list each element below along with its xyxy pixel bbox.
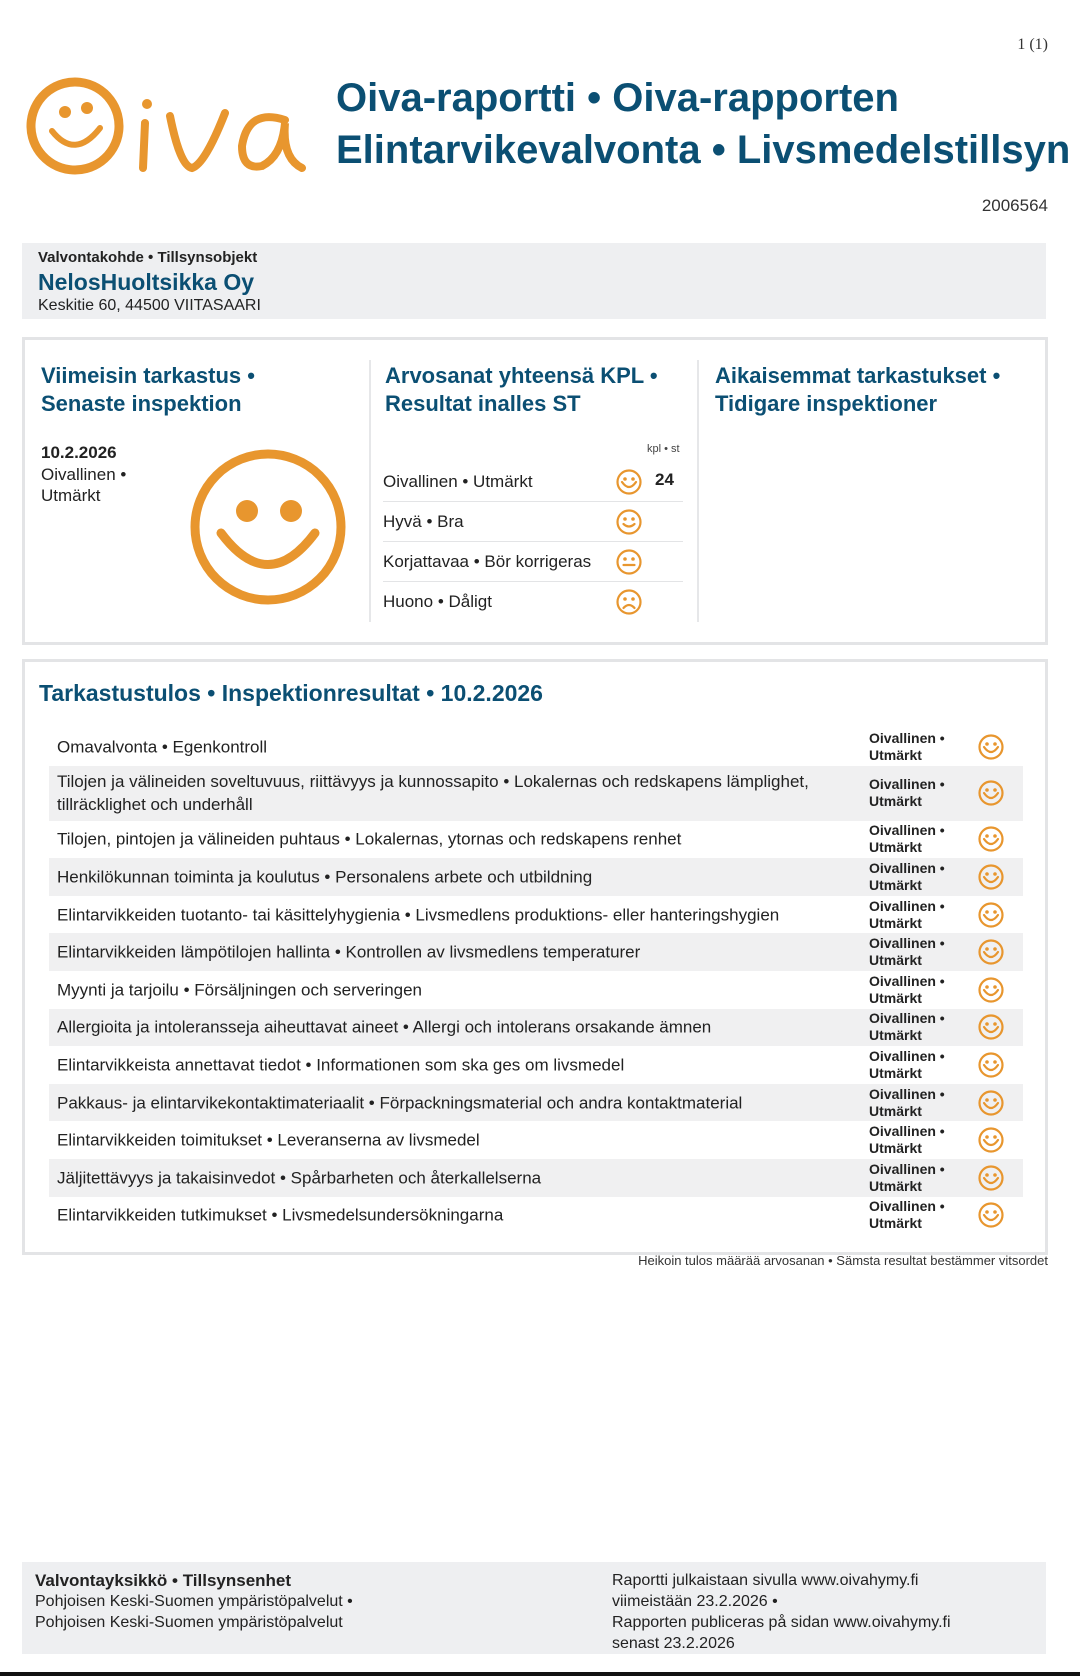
target-panel xyxy=(22,243,1046,319)
supervision-unit-line: Pohjoisen Keski-Suomen ympäristöpalvelut • xyxy=(35,1593,353,1610)
result-row xyxy=(49,858,1023,896)
summary-box xyxy=(22,337,1048,645)
result-row xyxy=(49,1009,1023,1047)
result-row-grade: Oivallinen • Utmärkt xyxy=(869,1123,945,1157)
supervision-unit-line: Pohjoisen Keski-Suomen ympäristöpalvelut xyxy=(35,1614,343,1631)
grade-label: Huono • Dåligt xyxy=(383,592,492,611)
bottom-rule xyxy=(0,1672,1080,1676)
grade-total-row xyxy=(383,542,683,582)
excellent-smiley-icon xyxy=(977,733,1005,761)
target-address: Keskitie 60, 44500 VIITASAARI xyxy=(38,297,261,314)
column-divider xyxy=(369,360,371,622)
excellent-smiley-icon xyxy=(977,863,1005,891)
result-row-grade: Oivallinen • Utmärkt xyxy=(869,935,945,969)
result-row-grade: Oivallinen • Utmärkt xyxy=(869,859,945,893)
result-row-grade: Oivallinen • Utmärkt xyxy=(869,822,945,856)
result-row-label: Tilojen ja välineiden soveltuvuus, riittävyys ja kunnossapito • Lokalernas och redskapens lämplighet, tillräcklighet och underhåll xyxy=(57,772,809,815)
excellent-smiley-icon xyxy=(977,825,1005,853)
sad-face-icon xyxy=(615,588,643,616)
latest-inspection-date: 10.2.2026 xyxy=(41,443,117,462)
grade-total-row xyxy=(383,462,683,502)
result-row-label: Elintarvikkeiden lämpötilojen hallinta • Kontrollen av livsmedlens temperaturer xyxy=(57,942,641,962)
result-row xyxy=(49,821,1023,859)
result-row-grade: Oivallinen • Utmärkt xyxy=(869,776,945,810)
excellent-smiley-icon xyxy=(977,779,1005,807)
excellent-smiley-icon xyxy=(977,1126,1005,1154)
grade-label: Korjattavaa • Bör korrigeras xyxy=(383,552,592,571)
page-number: 1 (1) xyxy=(1017,36,1048,53)
grade-count: 24 xyxy=(655,470,674,489)
target-name: NelosHuoltsikka Oy xyxy=(38,269,255,295)
excellent-smiley-icon xyxy=(977,1051,1005,1079)
supervision-unit-heading: Valvontayksikkö • Tillsynsenhet xyxy=(35,1571,292,1590)
grade-total-row xyxy=(383,502,683,542)
neutral-face-icon xyxy=(615,548,643,576)
report-id: 2006564 xyxy=(981,196,1048,215)
target-label: Valvontakohde • Tillsynsobjekt xyxy=(38,249,258,266)
grading-note: Heikoin tulos määrää arvosanan • Sämsta resultat bestämmer vitsordet xyxy=(638,1253,1048,1268)
excellent-smiley-icon xyxy=(977,938,1005,966)
good-smiley-icon xyxy=(615,508,643,536)
footer-panel xyxy=(22,1562,1046,1654)
result-row-label: Pakkaus- ja elintarvikekontaktimateriaalit • Förpackningsmaterial och andra kontaktmaterial xyxy=(57,1093,743,1113)
results-table xyxy=(49,728,1023,1234)
result-row-label: Tilojen, pintojen ja välineiden puhtaus • Lokalernas, ytornas och redskapens renhet xyxy=(57,829,682,849)
excellent-smiley-icon xyxy=(977,1013,1005,1041)
result-row-label: Elintarvikkeiden toimitukset • Leveranserna av livsmedel xyxy=(57,1130,480,1150)
result-row xyxy=(49,728,1023,766)
result-row-grade: Oivallinen • Utmärkt xyxy=(869,897,945,931)
result-row xyxy=(49,1046,1023,1084)
result-row-grade: Oivallinen • Utmärkt xyxy=(869,972,945,1006)
latest-inspection-grade: Oivallinen • Utmärkt xyxy=(41,465,127,505)
result-row xyxy=(49,896,1023,934)
result-row-grade: Oivallinen • Utmärkt xyxy=(869,1085,945,1119)
result-row-label: Elintarvikkeiden tutkimukset • Livsmedelsundersökningarna xyxy=(57,1205,504,1225)
result-row xyxy=(49,1197,1023,1235)
result-row-label: Allergioita ja intoleransseja aiheuttavat aineet • Allergi och intolerans orsakande ämnen xyxy=(57,1017,712,1037)
excellent-smiley-icon xyxy=(977,901,1005,929)
excellent-smiley-icon xyxy=(615,468,643,496)
result-row-label: Jäljitettävyys ja takaisinvedot • Spårbarheten och återkallelserna xyxy=(57,1168,542,1188)
previous-inspections-heading: Aikaisemmat tarkastukset • Tidigare inspektioner xyxy=(715,363,1001,416)
supervision-unit xyxy=(35,1570,535,1633)
excellent-smiley-icon xyxy=(977,976,1005,1004)
result-row-grade: Oivallinen • Utmärkt xyxy=(869,1047,945,1081)
result-row-grade: Oivallinen • Utmärkt xyxy=(869,1160,945,1194)
result-row-label: Omavalvonta • Egenkontroll xyxy=(57,737,268,757)
result-row-label: Elintarvikkeista annettavat tiedot • Informationen som ska ges om livsmedel xyxy=(57,1055,625,1075)
count-unit-label: kpl • st xyxy=(647,443,680,455)
result-row-grade: Oivallinen • Utmärkt xyxy=(869,1010,945,1044)
result-row xyxy=(49,1084,1023,1122)
result-row xyxy=(49,1121,1023,1159)
title-line-1: Oiva-raportti • Oiva-rapporten xyxy=(336,76,899,120)
result-row xyxy=(49,971,1023,1009)
results-title: Tarkastustulos • Inspektionresultat • 10.2.2026 xyxy=(39,680,543,706)
grade-total-row xyxy=(383,582,683,622)
result-row xyxy=(49,933,1023,971)
oiva-logo xyxy=(20,68,310,178)
excellent-smiley-icon xyxy=(977,1089,1005,1117)
excellent-smiley-icon xyxy=(977,1164,1005,1192)
publication-info: Raportti julkaistaan sivulla www.oivahymy.fi viimeistään 23.2.2026 • Rapporten publiceras på sidan www.oivahymy.fi senast 23.2.2026 xyxy=(612,1572,951,1652)
result-row-label: Elintarvikkeiden tuotanto- tai käsittelyhygienia • Livsmedlens produktions- eller hanteringshygien xyxy=(57,905,780,925)
big-smiley-icon xyxy=(185,444,351,610)
results-box xyxy=(22,659,1048,1255)
title-line-2: Elintarvikevalvonta • Livsmedelstillsyn xyxy=(336,128,1071,172)
grade-label: Oivallinen • Utmärkt xyxy=(383,472,533,491)
report-titles xyxy=(336,72,1070,176)
excellent-smiley-icon xyxy=(977,1201,1005,1229)
grade-totals-heading: Arvosanat yhteensä KPL • Resultat inalles ST xyxy=(385,363,658,416)
grade-label: Hyvä • Bra xyxy=(383,512,464,531)
result-row xyxy=(49,766,1023,821)
result-row-grade: Oivallinen • Utmärkt xyxy=(869,1198,945,1232)
result-row xyxy=(49,1159,1023,1197)
result-row-label: Myynti ja tarjoilu • Försäljningen och serveringen xyxy=(57,980,423,1000)
latest-inspection-heading: Viimeisin tarkastus • Senaste inspektion xyxy=(41,363,255,416)
column-divider xyxy=(697,360,699,622)
result-row-label: Henkilökunnan toiminta ja koulutus • Personalens arbete och utbildning xyxy=(57,867,593,887)
result-row-grade: Oivallinen • Utmärkt xyxy=(869,729,945,763)
